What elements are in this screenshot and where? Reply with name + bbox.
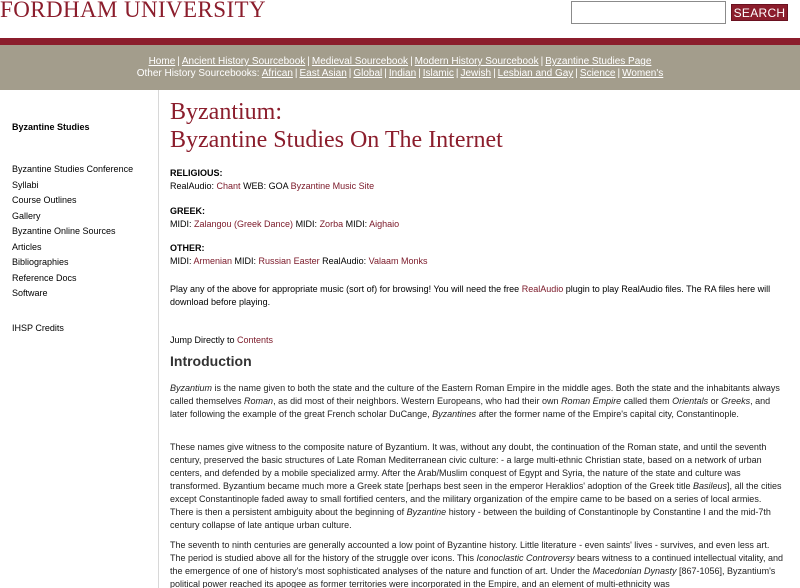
page-title-line2: Byzantine Studies On The Internet (170, 127, 503, 153)
header-divider-bar (0, 38, 800, 45)
link-aighaio[interactable]: Aighaio (369, 218, 400, 229)
greek-text-3: MIDI: (343, 218, 370, 229)
p1-seg-k: Byzantines (432, 409, 477, 419)
p3-seg-d: Macedonian Dynasty (592, 566, 677, 576)
p1-seg-i: Greeks (721, 396, 751, 406)
nav-link-medieval[interactable]: Medieval Sourcebook (311, 56, 409, 67)
nav-link-womens[interactable]: Women's (622, 68, 664, 79)
link-armenian[interactable]: Armenian (193, 255, 233, 266)
p2-seg-d: Byzantine (406, 507, 447, 517)
p3-seg-a: The seventh to ninth centuries are generally accounted a low point of Byzantine history. Little literature - even saints' lives - survives, and even less art. The period is studied above all for the history of the struggle over icons. This (170, 540, 770, 563)
jump-to-contents (170, 334, 784, 347)
music-note-text-2: plugin to play RealAudio files. The RA files here will download before playing. (170, 284, 771, 307)
religious-label: RELIGIOUS: (170, 168, 223, 178)
fordham-logo[interactable]: FORDHAM UNIVERSITY (0, 0, 266, 22)
nav-link-modern[interactable]: Modern History Sourcebook (414, 56, 539, 67)
nav-link-ancient[interactable]: Ancient History Sourcebook (181, 56, 306, 67)
music-note (170, 283, 784, 308)
p1-seg-b: is the name given to both the state and the culture of the Eastern Roman Empire in the middle ages. Both the state and the inhabitants always called themselves (170, 383, 780, 406)
sidebar-item-online-sources[interactable]: Byzantine Online Sources (12, 226, 116, 236)
p1-seg-h: or (708, 396, 722, 406)
greek-text-1: MIDI: (170, 218, 194, 229)
link-chant[interactable]: Chant (216, 180, 241, 191)
p1-seg-a: Byzantium (170, 383, 213, 393)
nav-link-global[interactable]: Global (353, 68, 383, 79)
other-label: OTHER: (170, 243, 205, 253)
music-note-text-1: Play any of the above for appropriate music (sort of) for browsing! You will need the free (170, 284, 522, 294)
p2-seg-e: history - between the building of Constantinople by Constantine I and the mid-7th century collapse of late antique urban culture. (170, 507, 771, 530)
p3-seg-c: bears witness to a continued intellectual vitality, and the emergence of one of history's most sophisticated analyses of the nature and function of art. Under the (170, 553, 783, 576)
p1-seg-c: Roman (244, 396, 274, 406)
nav-link-east-asian[interactable]: East Asian (299, 68, 347, 79)
link-contents[interactable]: Contents (237, 335, 274, 345)
nav-row-primary: Home | Ancient History Sourcebook | Medieval Sourcebook | Modern History Sourcebook | Byzantine Studies Page (148, 56, 652, 67)
p1-seg-e: Roman Empire (561, 396, 622, 406)
sidebar-item-gallery[interactable]: Gallery (12, 210, 41, 221)
sidebar-item-syllabi[interactable]: Syllabi (12, 179, 39, 190)
link-zalangou[interactable]: Zalangou (Greek Dance) (194, 218, 294, 229)
sidebar-heading[interactable]: Byzantine Studies (12, 122, 90, 132)
link-zorba[interactable]: Zorba (319, 218, 344, 229)
p1-seg-l: after the former name of the Empire's capital city, Constantinople. (476, 409, 739, 419)
nav-link-byzantine[interactable]: Byzantine Studies Page (545, 56, 652, 67)
music-other (170, 242, 784, 267)
search-button[interactable]: SEARCH (731, 4, 788, 21)
religious-text-1: RealAudio: (170, 180, 217, 191)
nav-link-african[interactable]: African (261, 68, 293, 79)
page-title-line1: Byzantium: (170, 99, 282, 125)
sidebar-item-conference[interactable]: Byzantine Studies Conference (12, 164, 134, 174)
link-russian-easter[interactable]: Russian Easter (258, 255, 320, 266)
p1-seg-d: , as did most of their neighbors. Western Europeans, who had their own (273, 396, 562, 406)
introduction-heading: Introduction (170, 353, 252, 369)
other-text-2: MIDI: (232, 255, 259, 266)
nav-link-home[interactable]: Home (148, 56, 176, 67)
music-religious (170, 167, 784, 192)
nav-row-secondary: Other History Sourcebooks: African | East Asian | Global | Indian | Islamic | Jewish | Lesbian and Gay | Science | Women's (136, 68, 664, 79)
sidebar-item-software[interactable]: Software (12, 288, 48, 298)
other-text-3: RealAudio: (319, 255, 369, 266)
p1-seg-g: Orientals (672, 396, 709, 406)
nav-link-islamic[interactable]: Islamic (422, 68, 454, 79)
nav-link-jewish[interactable]: Jewish (460, 68, 492, 79)
greek-text-2: MIDI: (293, 218, 320, 229)
music-greek (170, 205, 784, 230)
intro-paragraph-3 (170, 539, 784, 588)
link-byzantine-music-site[interactable]: Byzantine Music Site (290, 180, 375, 191)
other-text-1: MIDI: (170, 255, 194, 266)
search-input[interactable] (571, 1, 726, 24)
intro-paragraph-1 (170, 382, 784, 421)
nav-link-indian[interactable]: Indian (388, 68, 417, 79)
intro-paragraph-2 (170, 441, 784, 532)
sidebar (0, 90, 159, 588)
sidebar-item-bibliographies[interactable]: Bibliographies (12, 257, 69, 267)
sourcebook-nav (0, 45, 800, 90)
link-realaudio[interactable]: RealAudio (521, 284, 564, 294)
sidebar-item-reference-docs[interactable]: Reference Docs (12, 272, 77, 283)
sidebar-item-articles[interactable]: Articles (12, 241, 42, 252)
sidebar-item-course-outlines[interactable]: Course Outlines (12, 195, 77, 205)
jump-text: Jump Directly to (170, 335, 238, 345)
p3-seg-b: Iconoclastic Controversy (476, 553, 575, 563)
p2-seg-a: These names give witness to the composite nature of Byzantium. It was, without any doubt, the continuation of the Roman state, and until the seventh century, preserved the basic structures of Late Roman Mediterranean civic culture: - a large multi-ethnic Christian state, based on a network of urban centers, and defended by a mobile specialized army. After the Arab/Muslim conquest of Egypt and Syria, the nature of the state and culture was transformed. Byzantium became much more a Greek state [perhaps best seen in the emperor Heraklios' adoption of the Greek title (170, 442, 767, 491)
p1-seg-f: called them (621, 396, 673, 406)
sidebar-item-ihsp-credits[interactable]: IHSP Credits (12, 323, 64, 333)
p2-seg-b: Basileus (692, 481, 728, 491)
greek-label: GREEK: (170, 206, 206, 216)
nav-link-science[interactable]: Science (579, 68, 616, 79)
site-header (0, 0, 800, 38)
link-valaam-monks[interactable]: Valaam Monks (368, 255, 428, 266)
nav-link-lesbian-gay[interactable]: Lesbian and Gay (497, 68, 574, 79)
page-title (170, 98, 503, 154)
p1-seg-j: , and later following the example of the great French scholar DuCange, (170, 396, 771, 419)
p2-seg-c: ], all the cities except Constantinople faded away to small fortified centers, and the military organization of the empire came to be based on a series of local armies. There is then a persistent ambiguity about the beginning of (170, 481, 782, 517)
religious-text-2: WEB: GOA (240, 180, 291, 191)
p3-seg-e: [867-1056], Byzantium's political power reached its apogee as former territories were incorporated in the Empire, and an element of multi-ethnicity was (170, 566, 776, 588)
other-sourcebooks-label: Other History Sourcebooks: (136, 68, 260, 79)
